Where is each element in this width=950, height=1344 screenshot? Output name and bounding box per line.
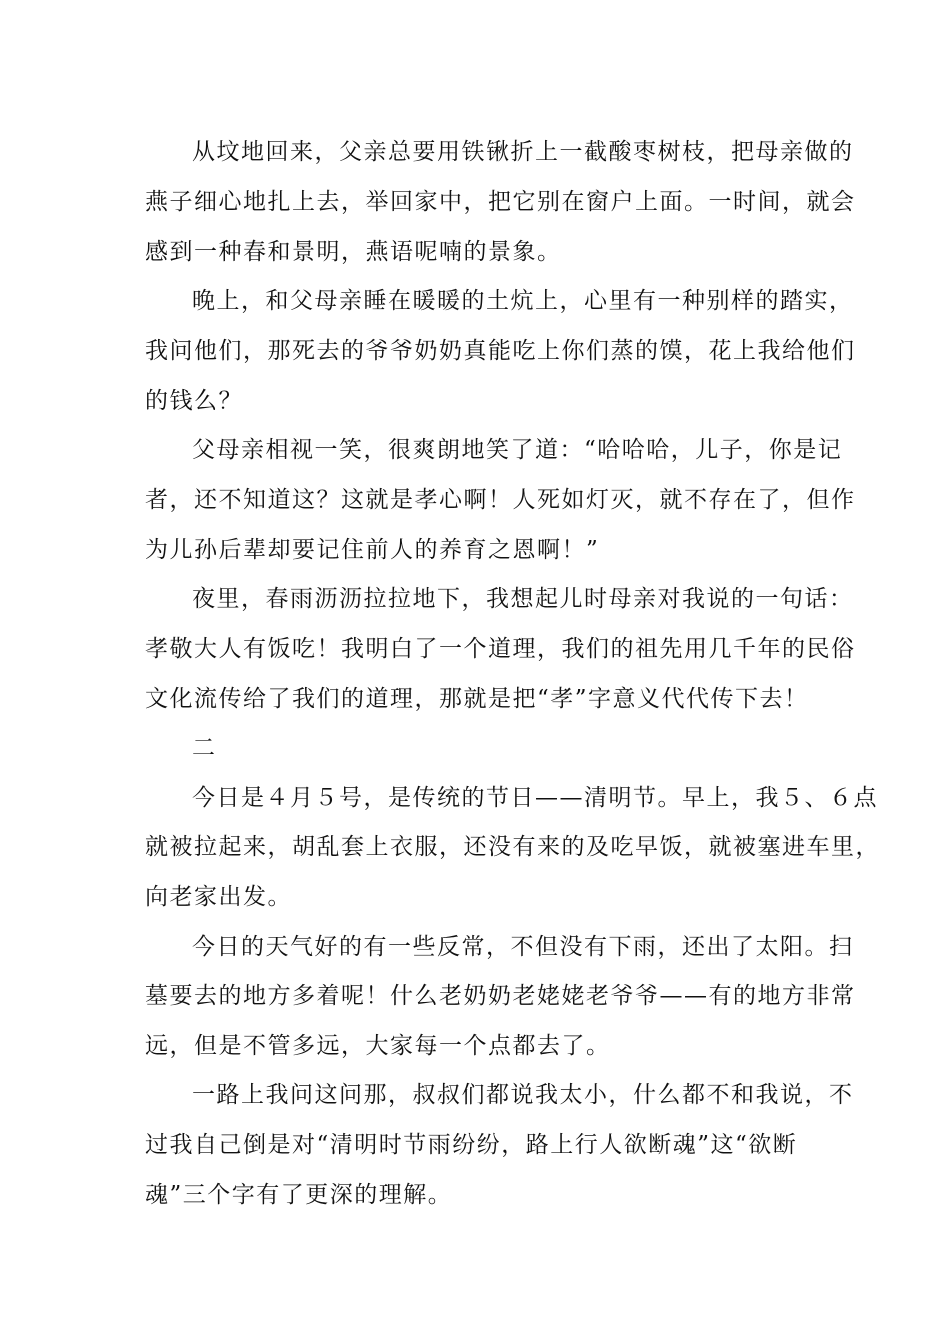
text-line: 孝敬大人有饭吃！我明白了一个道理，我们的祖先用几千年的民俗 <box>145 636 856 662</box>
text-line: 魂”三个字有了更深的理解。 <box>145 1182 453 1208</box>
text-line: 者，还不知道这？这就是孝心啊！人死如灯灭，就不存在了，但作 <box>145 487 856 513</box>
text-line: 就被拉起来，胡乱套上衣服，还没有来的及吃早饭，就被塞进车里， <box>145 834 880 860</box>
text-line: 一路上我问这问那，叔叔们都说我太小，什么都不和我说，不 <box>192 1082 854 1108</box>
text-line: 感到一种春和景明，燕语呢喃的景象。 <box>145 239 562 265</box>
text-line: 今日的天气好的有一些反常，不但没有下雨，还出了太阳。扫 <box>192 934 854 960</box>
text-line: 为儿孙后辈却要记住前人的养育之恩啊！” <box>145 537 600 563</box>
section-heading: 二 <box>192 735 217 761</box>
text-line: 燕子细心地扎上去，举回家中，把它别在窗户上面。一时间，就会 <box>145 189 856 215</box>
text-line: 晚上，和父母亲睡在暖暖的土炕上，心里有一种别样的踏实， <box>192 288 854 314</box>
text-line: 文化流传给了我们的道理，那就是把“孝”字意义代代传下去！ <box>145 686 809 712</box>
text-line: 过我自己倒是对“清明时节雨纷纷，路上行人欲断魂”这“欲断 <box>145 1132 798 1158</box>
text-line: 向老家出发。 <box>145 884 292 910</box>
text-line: 夜里，春雨沥沥拉拉地下，我想起儿时母亲对我说的一句话： <box>192 586 854 612</box>
text-line: 从坟地回来，父亲总要用铁锹折上一截酸枣树枝，把母亲做的 <box>192 139 854 165</box>
text-line: 远，但是不管多远，大家每一个点都去了。 <box>145 1033 611 1059</box>
text-line: 今日是４月５号，是传统的节日——清明节。早上，我５、６点 <box>192 785 878 811</box>
text-line: 的钱么？ <box>145 388 243 414</box>
text-line: 我问他们，那死去的爷爷奶奶真能吃上你们蒸的馍，花上我给他们 <box>145 338 856 364</box>
text-line: 墓要去的地方多着呢！什么老奶奶老姥姥老爷爷——有的地方非常 <box>145 983 856 1009</box>
text-line: 父母亲相视一笑，很爽朗地笑了道：“哈哈哈，儿子，你是记 <box>192 437 843 463</box>
